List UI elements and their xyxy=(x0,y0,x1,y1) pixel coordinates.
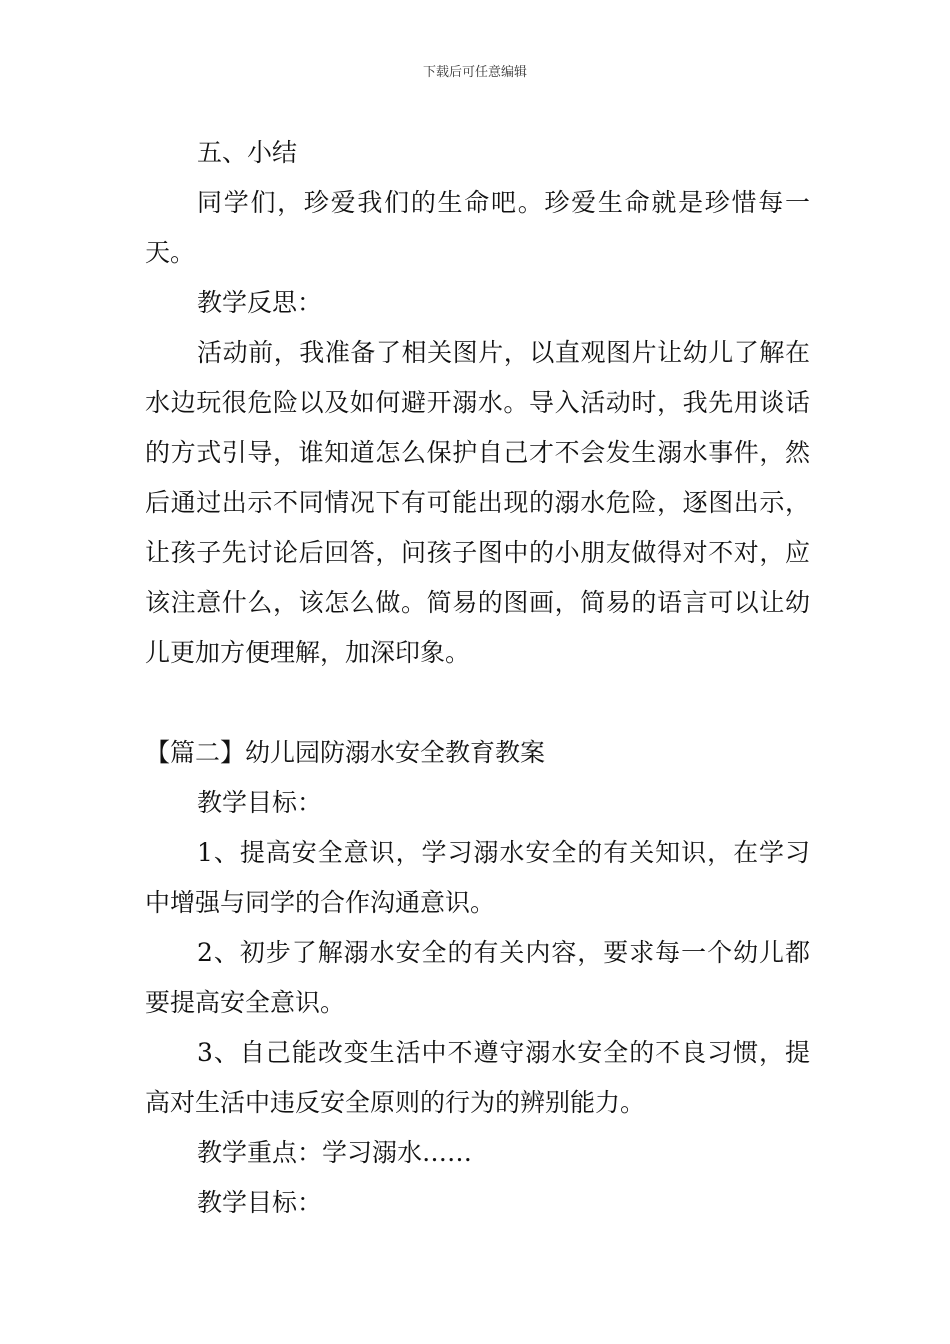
goal-item-2: 2、初步了解溺水安全的有关内容，要求每一个幼儿都要提高安全意识。 xyxy=(145,938,810,1017)
reflection-paragraph: 活动前，我准备了相关图片，以直观图片让幼儿了解在水边玩很危险以及如何避开溺水。导入活动时，我先用谈话的方式引导，谁知道怎么保护自己才不会发生溺水事件，然后通过出示不同情况下有可能出现的溺水危险，逐图出示，让孩子先讨论后回答，问孩子图中的小朋友做得对不对，应该注意什么，该怎么做。简易的图画，简易的语言可以让幼儿更加方便理解，加深印象。 xyxy=(145,338,810,667)
key-points: 教学重点：学习溺水…… xyxy=(197,1138,473,1167)
reflection-title: 教学反思： xyxy=(197,288,323,317)
summary-paragraph: 同学们，珍爱我们的生命吧。珍爱生命就是珍惜每一天。 xyxy=(145,188,810,267)
goal-item-1: 1、提高安全意识，学习溺水安全的有关知识，在学习中增强与同学的合作沟通意识。 xyxy=(145,838,810,917)
page-header: 下载后可任意编辑 xyxy=(422,65,527,80)
goals-title-repeat: 教学目标： xyxy=(197,1188,323,1217)
goals-title: 教学目标： xyxy=(197,788,323,817)
section-title-part-two: 【篇二】幼儿园防溺水安全教育教案 xyxy=(145,738,546,767)
section-spacer xyxy=(145,678,810,728)
section-heading-summary: 五、小结 xyxy=(197,138,298,167)
goal-item-3: 3、自己能改变生活中不遵守溺水安全的不良习惯，提高对生活中违反安全原则的行为的辨别能力。 xyxy=(145,1038,810,1117)
document-body xyxy=(145,128,810,1228)
